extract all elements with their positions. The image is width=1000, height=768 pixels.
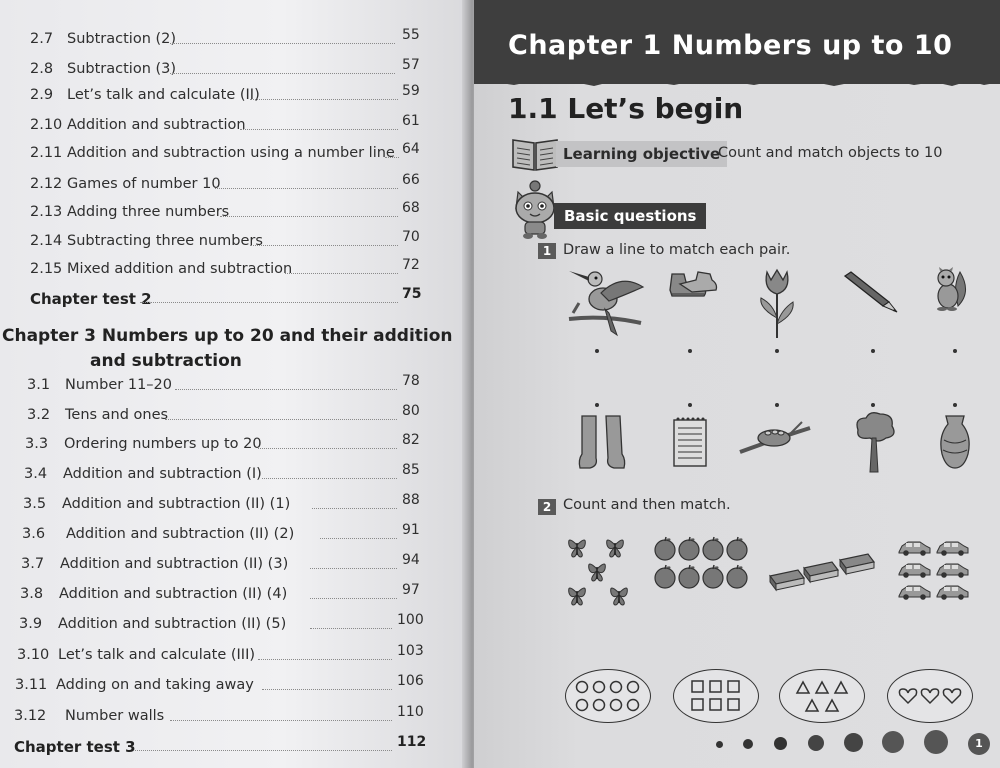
match-dot[interactable] <box>775 349 779 353</box>
match-dot[interactable] <box>953 349 957 353</box>
toc-row <box>0 432 440 458</box>
toc-dot-leader <box>220 216 398 217</box>
toc-row-title: Addition and subtraction (I) <box>63 466 262 482</box>
toc-row <box>0 582 440 608</box>
vase-icon <box>938 414 972 470</box>
toc-row-number: 3.11 <box>15 677 48 693</box>
match-dot[interactable] <box>871 403 875 407</box>
toc-row-page: 55 <box>402 27 420 43</box>
match-dot[interactable] <box>595 349 599 353</box>
toc-row-page: 106 <box>397 673 424 689</box>
toc-row-page: 61 <box>402 113 420 129</box>
toc-row-page: 91 <box>402 522 420 538</box>
match-dot[interactable] <box>688 349 692 353</box>
toc-row-title: Tens and ones <box>65 407 169 423</box>
toc-row-number: 2.14 <box>30 233 63 249</box>
toc-row-title: Subtraction (2) <box>67 31 177 47</box>
squares-oval[interactable] <box>673 669 759 723</box>
toc-row <box>0 229 440 255</box>
feet-icon <box>576 414 628 470</box>
toc-row-number: 3.9 <box>19 616 43 632</box>
toc-row-page: 103 <box>397 643 424 659</box>
toc-row-page: 97 <box>402 582 420 598</box>
circles-shapes <box>573 678 643 714</box>
toc-row-number: 3.12 <box>14 708 47 724</box>
hearts-shapes <box>897 686 963 706</box>
page-progress-dot <box>808 735 824 751</box>
section-title: 1.1 Let’s begin <box>508 92 744 125</box>
toc-row <box>0 141 440 167</box>
pencil-icon <box>843 270 898 314</box>
toc-row-page: 94 <box>402 552 420 568</box>
question-1-number: 1 <box>538 243 556 259</box>
toc-row <box>0 172 440 198</box>
match-dot[interactable] <box>688 403 692 407</box>
toc-row-page: 75 <box>402 286 422 302</box>
toc-chapter-test-2 <box>0 286 440 312</box>
toc-row <box>0 673 440 699</box>
triangles-shapes <box>792 678 852 714</box>
toc-row-number: 3.5 <box>23 496 47 512</box>
toc-row-title: Number 11–20 <box>65 377 173 393</box>
toc-row <box>0 522 440 548</box>
toc-dot-leader <box>250 245 398 246</box>
match-dot[interactable] <box>871 349 875 353</box>
open-book-icon <box>510 134 560 174</box>
toc-row-number: 3.3 <box>25 436 49 452</box>
toc-row-number: 3.4 <box>24 466 48 482</box>
page-progress-dot <box>743 739 753 749</box>
toc-row-number: 2.7 <box>30 31 54 47</box>
toc-dot-leader <box>258 448 397 449</box>
toc-row-page: 112 <box>397 734 427 750</box>
toc-row-title: Games of number 10 <box>67 176 221 192</box>
toc-row-page: 88 <box>402 492 420 508</box>
toc-row <box>0 704 440 730</box>
bird-icon <box>565 265 645 341</box>
toc-row-title: Addition and subtraction (II) (2) <box>66 526 295 542</box>
toc-row-title: Chapter test 2 <box>30 290 152 308</box>
toc-row <box>0 373 440 399</box>
toc-row-title: Mixed addition and subtraction <box>67 261 293 277</box>
toc-row-page: 82 <box>402 432 420 448</box>
toc-row-title: Let’s talk and calculate (II) <box>67 87 260 103</box>
question-2-text: Count and then match. <box>563 497 731 513</box>
toc-dot-leader <box>140 302 398 303</box>
toc-row-number: 3.1 <box>27 377 51 393</box>
page-progress-dot <box>844 733 863 752</box>
toc-row-number: 2.12 <box>30 176 63 192</box>
learning-objective-label: Learning objective <box>556 141 727 167</box>
toc-dot-leader <box>170 720 392 721</box>
toc-dot-leader <box>135 750 392 751</box>
toc-row-page: 68 <box>402 200 420 216</box>
match-dot[interactable] <box>953 403 957 407</box>
toc-chapter-heading-line1: Chapter 3 Numbers up to 20 and their addition <box>2 326 453 346</box>
toc-row-title: Number walls <box>65 708 165 724</box>
chapter-title: Chapter 1 Numbers up to 10 <box>508 30 953 61</box>
toc-row <box>0 200 440 226</box>
toc-row-page: 78 <box>402 373 420 389</box>
toc-row-title: Let’s talk and calculate (III) <box>58 647 256 663</box>
toc-dot-leader <box>310 598 397 599</box>
toc-row <box>0 257 440 283</box>
apples-icon <box>654 535 754 591</box>
toc-dot-leader <box>310 628 392 629</box>
butterflies-icon <box>563 533 639 611</box>
toc-row-number: 3.2 <box>27 407 51 423</box>
toc-row-page: 72 <box>402 257 420 273</box>
toc-row-title: Addition and subtraction (II) (1) <box>62 496 291 512</box>
toc-row-page: 64 <box>402 141 420 157</box>
toc-row-title: Subtraction (3) <box>67 61 177 77</box>
books-icon <box>768 548 880 592</box>
toc-row-title: Adding three numbers <box>67 204 230 220</box>
toc-row-number: 3.6 <box>22 526 46 542</box>
toc-row <box>0 113 440 139</box>
hearts-oval[interactable] <box>887 669 973 723</box>
toc-row-title: Adding on and taking away <box>56 677 254 693</box>
tree-icon <box>850 410 898 474</box>
toc-row-title: Ordering numbers up to 20 <box>64 436 262 452</box>
page-progress-dot <box>774 737 787 750</box>
toc-dot-leader <box>215 188 398 189</box>
toc-row <box>0 552 440 578</box>
triangles-oval[interactable] <box>779 669 865 723</box>
toc-row-title: Addition and subtraction (II) (3) <box>60 556 289 572</box>
squirrel-icon <box>932 266 968 312</box>
toc-row-page: 70 <box>402 229 420 245</box>
toc-row-title: Addition and subtraction (II) (5) <box>58 616 287 632</box>
toc-row-number: 2.11 <box>30 145 63 161</box>
circles-oval[interactable] <box>565 669 651 723</box>
page-progress-dot <box>716 741 723 748</box>
toc-dot-leader <box>170 43 395 44</box>
toc-dot-leader <box>320 538 397 539</box>
shoes-icon <box>668 268 718 302</box>
toc-dot-leader <box>385 157 399 158</box>
toc-row-title: Subtracting three numbers <box>67 233 263 249</box>
banner-torn-edge <box>474 76 1000 90</box>
page-progress-dot <box>882 731 904 753</box>
toc-row-number: 2.13 <box>30 204 63 220</box>
basic-questions-label: Basic questions <box>554 203 706 229</box>
match-dot[interactable] <box>775 403 779 407</box>
toc-chapter-test-3 <box>0 734 440 760</box>
question-1-text: Draw a line to match each pair. <box>563 242 791 258</box>
toc-row-page: 57 <box>402 57 420 73</box>
toc-row-number: 3.7 <box>21 556 45 572</box>
toc-row-number: 2.9 <box>30 87 54 103</box>
tulip-icon <box>755 268 799 340</box>
squares-shapes <box>689 678 743 714</box>
toc-row <box>0 403 440 429</box>
toc-row-page: 100 <box>397 612 424 628</box>
toc-row <box>0 612 440 638</box>
toc-row-title: Addition and subtraction using a number line <box>67 145 395 161</box>
toc-dot-leader <box>262 689 392 690</box>
match-dot[interactable] <box>595 403 599 407</box>
toc-dot-leader <box>285 273 398 274</box>
toc-dot-leader <box>312 508 397 509</box>
toc-row-number: 2.10 <box>30 117 63 133</box>
toc-row-page: 66 <box>402 172 420 188</box>
toc-row-page: 85 <box>402 462 420 478</box>
toc-row-title: Chapter test 3 <box>14 738 136 756</box>
toc-chapter-heading-line2: and subtraction <box>90 351 242 371</box>
page-progress-dot <box>924 730 948 754</box>
toc-dot-leader <box>165 419 397 420</box>
bird-nest-icon <box>738 416 812 458</box>
toc-row-page: 110 <box>397 704 424 720</box>
toc-dot-leader <box>310 568 397 569</box>
toc-row-number: 3.10 <box>17 647 50 663</box>
toc-row <box>0 462 440 488</box>
notepad-icon <box>672 416 708 468</box>
learning-objective-text: Count and match objects to 10 <box>718 145 943 161</box>
toc-dot-leader <box>258 659 392 660</box>
toc-row <box>0 57 440 83</box>
toc-row-number: 2.8 <box>30 61 54 77</box>
toc-dot-leader <box>250 99 398 100</box>
toc-dot-leader <box>175 389 397 390</box>
toc-dot-leader <box>240 129 398 130</box>
toc-dot-leader <box>262 478 397 479</box>
toc-row <box>0 643 440 669</box>
toc-row <box>0 83 440 109</box>
toc-row-number: 3.8 <box>20 586 44 602</box>
toc-row-title: Addition and subtraction <box>67 117 246 133</box>
toc-row-page: 59 <box>402 83 420 99</box>
toc-dot-leader <box>170 73 395 74</box>
cars-icon <box>896 538 972 602</box>
page-number: 1 <box>968 733 990 755</box>
toc-row-number: 2.15 <box>30 261 63 277</box>
toc-row <box>0 492 440 518</box>
question-2-number: 2 <box>538 499 556 515</box>
toc-row-title: Addition and subtraction (II) (4) <box>59 586 288 602</box>
toc-row <box>0 27 440 53</box>
toc-row-page: 80 <box>402 403 420 419</box>
